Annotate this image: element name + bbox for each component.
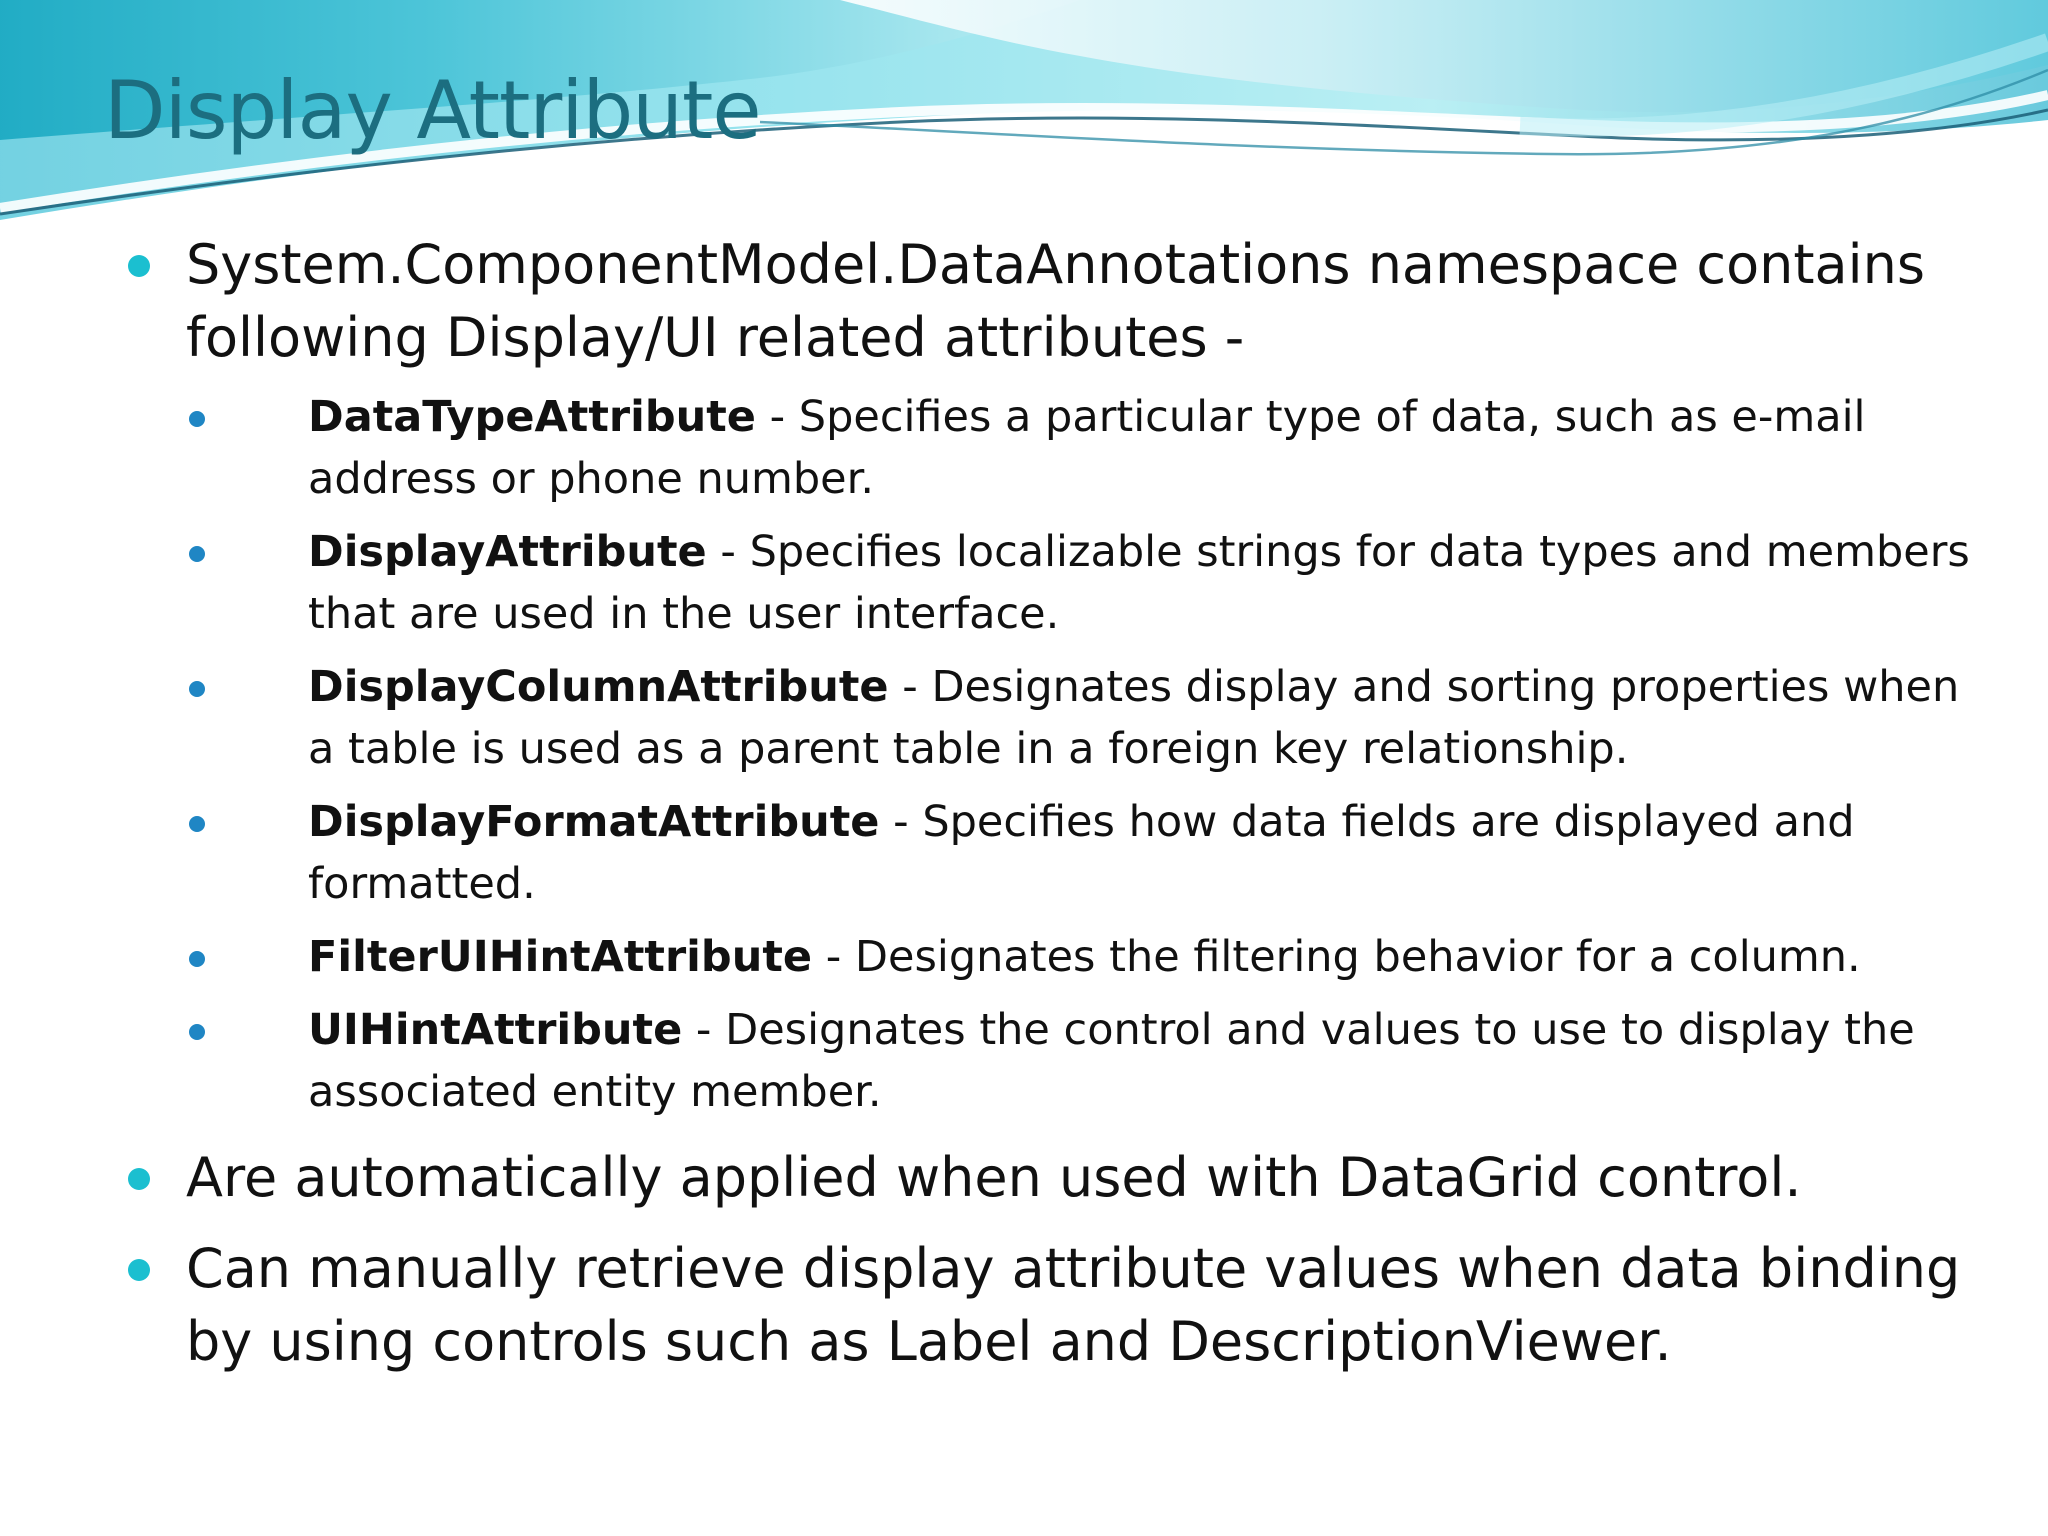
subbullet-text [308, 926, 1984, 988]
bullet-text: Are automatically applied when used with DataGrid control. [186, 1146, 1802, 1209]
attribute-description: - Specifies localizable strings for data types and members that are used in the user interface. [308, 527, 1970, 639]
attribute-description: - Specifies how data fields are displayed and formatted. [308, 797, 1855, 909]
attribute-description: - Designates display and sorting properties when a table is used as a parent table in a foreign key relationship. [308, 662, 1960, 774]
attribute-name: DisplayAttribute [308, 527, 707, 577]
attribute-description: - Designates the filtering behavior for a column. [812, 932, 1861, 982]
subbullet-text [308, 999, 1984, 1123]
subbullet-dot [189, 1024, 205, 1040]
subbullet-dot [189, 816, 205, 832]
subbullet-displayformatattribute [186, 791, 1984, 915]
subbullet-filteruihintattribute [186, 926, 1984, 988]
attribute-name: DisplayFormatAttribute [308, 797, 880, 847]
subbullet-text [308, 521, 1984, 645]
bullet-dot [128, 255, 150, 277]
bullet-datagrid [124, 1141, 1984, 1214]
attribute-name: UIHintAttribute [308, 1005, 683, 1055]
subbullet-displaycolumnattribute [186, 656, 1984, 780]
bullet-text: System.ComponentModel.DataAnnotations namespace contains following Display/UI related attributes - [186, 233, 1925, 369]
attribute-name: DataTypeAttribute [308, 392, 756, 442]
slide-title: Display Attribute [104, 64, 761, 157]
bullet-text: Can manually retrieve display attribute values when data binding by using controls such as Label and DescriptionViewer. [186, 1237, 1961, 1373]
subbullet-uihintattribute [186, 999, 1984, 1123]
bullet-dot [128, 1168, 150, 1190]
bullet-dot [128, 1259, 150, 1281]
subbullet-dot [189, 411, 205, 427]
attribute-description: - Specifies a particular type of data, such as e-mail address or phone number. [308, 392, 1866, 504]
attribute-name: FilterUIHintAttribute [308, 932, 813, 982]
slide-content [124, 228, 1984, 1396]
attribute-description: - Designates the control and values to use to display the associated entity member. [308, 1005, 1915, 1117]
bullet-manual-retrieval [124, 1232, 1984, 1378]
subbullet-text [308, 791, 1984, 915]
attribute-name: DisplayColumnAttribute [308, 662, 889, 712]
bullet-namespace [124, 228, 1984, 1123]
subbullet-dot [189, 546, 205, 562]
subbullet-dot [189, 951, 205, 967]
subbullet-displayattribute [186, 521, 1984, 645]
main-bullet-list [124, 228, 1984, 1378]
subbullet-text [308, 386, 1984, 510]
subbullet-datatypeattribute [186, 386, 1984, 510]
subbullet-dot [189, 681, 205, 697]
attribute-sublist [186, 386, 1984, 1123]
subbullet-text [308, 656, 1984, 780]
